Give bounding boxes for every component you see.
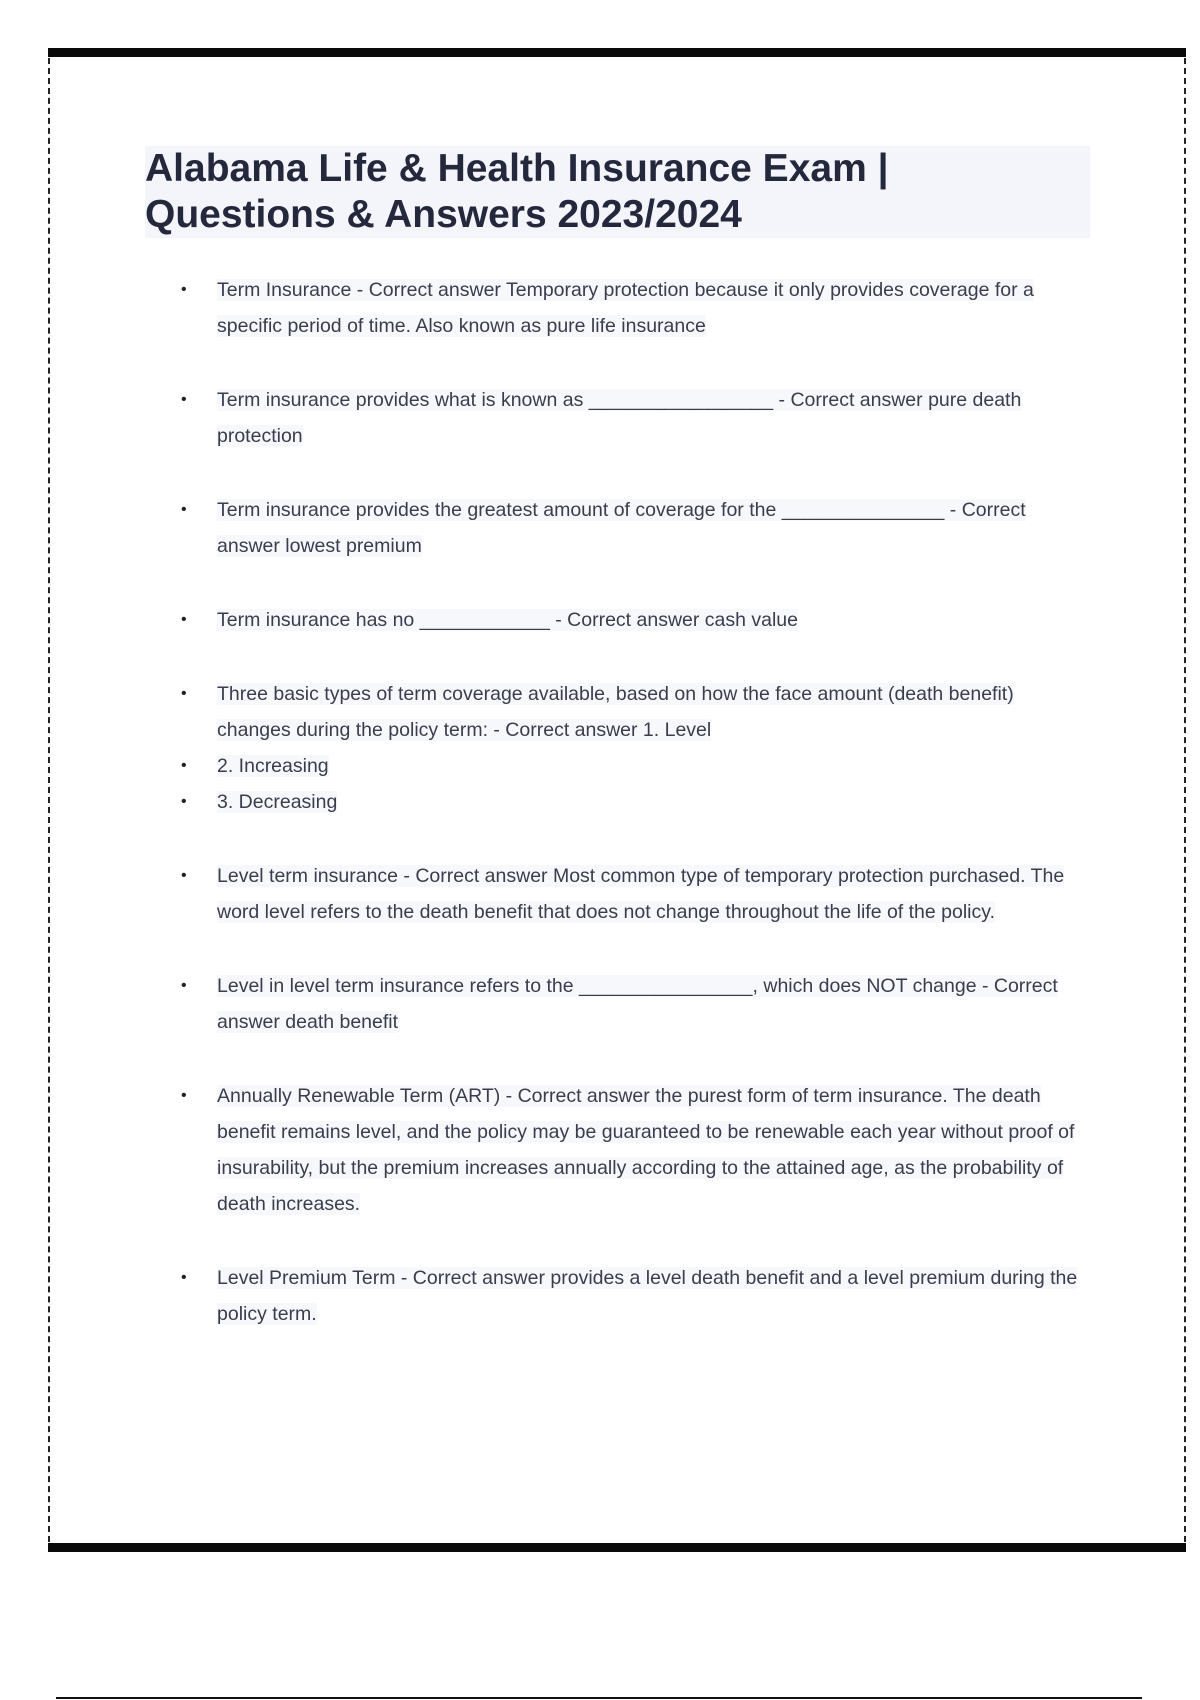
bullet-icon: •	[181, 281, 187, 298]
bullet-icon: •	[181, 391, 187, 408]
page-bottom-border	[48, 1543, 1186, 1552]
bullet-icon: •	[181, 867, 187, 884]
list-item	[175, 968, 1090, 1040]
list-item	[175, 492, 1090, 564]
list-item	[175, 858, 1090, 930]
bullet-icon: •	[181, 501, 187, 518]
bullet-icon: •	[181, 685, 187, 702]
list-item-text: Three basic types of term coverage available, based on how the face amount (death benefit) changes during the policy term: - Correct answer 1. Level	[217, 683, 1014, 741]
footer-rule	[56, 1697, 1142, 1699]
list-item	[175, 784, 1090, 820]
list-item	[175, 1260, 1090, 1332]
list-item-text: Term insurance provides the greatest amount of coverage for the _______________ - Correct answer lowest premium	[217, 499, 1026, 557]
list-item-text: Annually Renewable Term (ART) - Correct answer the purest form of term insurance. The death benefit remains level, and the policy may be guaranteed to be renewable each year without proof of insurability, but the premium increases annually according to the attained age, as the probability of death increases.	[217, 1085, 1075, 1215]
list-item-text: 3. Decreasing	[217, 791, 338, 813]
bullet-icon: •	[181, 977, 187, 994]
title-block	[145, 146, 1090, 238]
list-item	[175, 382, 1090, 454]
list-item-text: Term insurance has no ____________ - Correct answer cash value	[217, 609, 799, 631]
list-item	[175, 676, 1090, 748]
list-item	[175, 602, 1090, 638]
bullet-icon: •	[181, 611, 187, 628]
list-item-text: Level term insurance - Correct answer Most common type of temporary protection purchased. The word level refers to the death benefit that does not change throughout the life of the policy.	[217, 865, 1065, 923]
list-item	[175, 272, 1090, 344]
list-item-text: Level in level term insurance refers to the ________________, which does NOT change - Correct answer death benefit	[217, 975, 1058, 1033]
document-title: Alabama Life & Health Insurance Exam | Questions & Answers 2023/2024	[145, 147, 889, 236]
page-top-border	[48, 48, 1186, 57]
bullet-icon: •	[181, 1269, 187, 1286]
list-item-text: Level Premium Term - Correct answer provides a level death benefit and a level premium during the policy term.	[217, 1267, 1078, 1325]
list-item-text: 2. Increasing	[217, 755, 329, 777]
list-item	[175, 1078, 1090, 1222]
bullet-icon: •	[181, 1087, 187, 1104]
qa-list	[175, 272, 1090, 1332]
bullet-icon: •	[181, 757, 187, 774]
bullet-icon: •	[181, 793, 187, 810]
list-item-text: Term insurance provides what is known as _________________ - Correct answer pure death protection	[217, 389, 1022, 447]
list-item	[175, 748, 1090, 784]
list-item-text: Term Insurance - Correct answer Temporary protection because it only provides coverage for a specific period of time. Also known as pure life insurance	[217, 279, 1034, 337]
